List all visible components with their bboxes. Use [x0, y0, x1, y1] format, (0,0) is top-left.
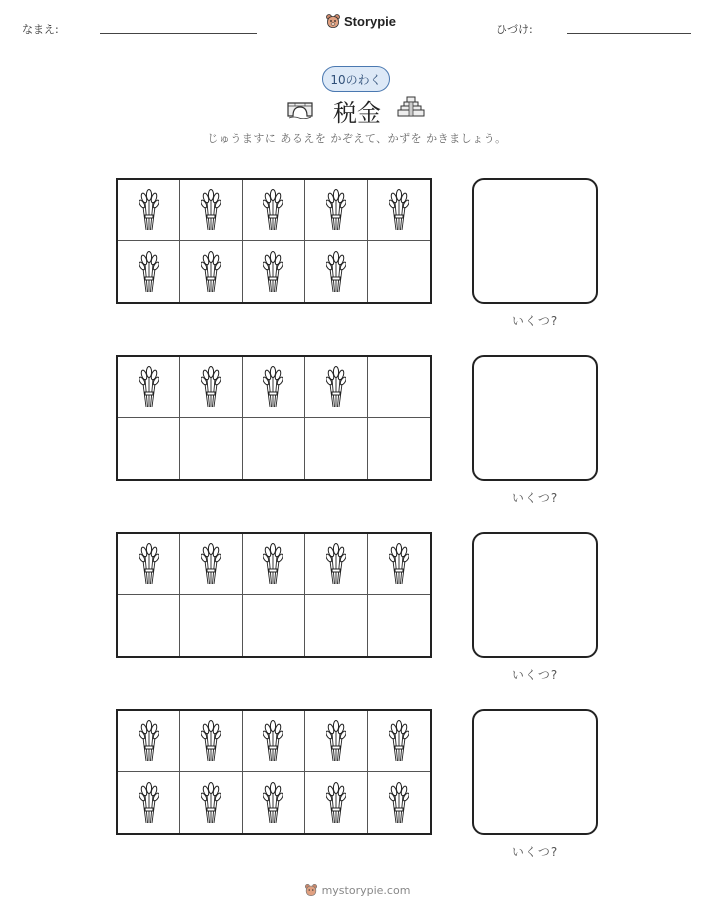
name-label: なまえ:: [22, 23, 59, 36]
ten-frame: [116, 355, 432, 481]
wheat-sheaf-icon: [201, 365, 221, 409]
wheat-sheaf-icon: [201, 250, 221, 294]
wheat-sheaf-icon: [263, 542, 283, 586]
name-field[interactable]: [100, 33, 257, 34]
ten-frame-cell: [305, 357, 367, 418]
ten-frame-cell: [368, 241, 430, 302]
ten-frame-cell: [180, 357, 242, 418]
wheat-sheaf-icon: [263, 188, 283, 232]
footer: [0, 883, 714, 897]
ten-frame-cell: [180, 772, 242, 833]
ten-frame-cell: [368, 357, 430, 418]
ten-frame-cell: [368, 772, 430, 833]
answer-box[interactable]: [472, 709, 598, 835]
ten-frame-cell: [180, 711, 242, 772]
ten-frame-cell: [180, 180, 242, 241]
ten-frame: [116, 178, 432, 304]
ten-frame-cell: [118, 711, 180, 772]
footer-url: mystorypie.com: [321, 883, 411, 897]
wheat-sheaf-icon: [326, 188, 346, 232]
wheat-sheaf-icon: [139, 365, 159, 409]
ten-frame-cell: [243, 534, 305, 595]
wheat-sheaf-icon: [139, 250, 159, 294]
date-field[interactable]: [567, 33, 691, 34]
brand-logo: [325, 13, 396, 29]
page-title: 税金: [333, 99, 381, 127]
ten-frame-cell: [180, 241, 242, 302]
date-label: ひづけ:: [496, 23, 533, 36]
ten-frame-cell: [180, 595, 242, 656]
ten-frame-cell: [118, 418, 180, 479]
ten-frame-cell: [305, 241, 367, 302]
ten-frame-cell: [305, 772, 367, 833]
ten-frame-cell: [243, 418, 305, 479]
wheat-sheaf-icon: [326, 250, 346, 294]
ten-frame-cell: [368, 180, 430, 241]
wheat-sheaf-icon: [263, 250, 283, 294]
bear-mascot-icon: [304, 883, 318, 897]
ten-frame-cell: [368, 418, 430, 479]
wheat-sheaf-icon: [139, 719, 159, 763]
ten-frame-cell: [243, 241, 305, 302]
ten-frame-cell: [118, 180, 180, 241]
ten-frame-cell: [305, 180, 367, 241]
answer-label: いくつ?: [511, 491, 559, 505]
answer-box[interactable]: [472, 178, 598, 304]
ten-frame-cell: [305, 711, 367, 772]
instructions-text: じゅうますに あるえを かぞえて、かずを かきましょう。: [207, 132, 507, 145]
ten-frame-cell: [243, 595, 305, 656]
wheat-sheaf-icon: [263, 781, 283, 825]
wheat-sheaf-icon: [389, 781, 409, 825]
ten-frame: [116, 532, 432, 658]
step-pyramid-icon: [396, 95, 426, 119]
answer-label: いくつ?: [511, 314, 559, 328]
ten-frame-cell: [118, 241, 180, 302]
wheat-sheaf-icon: [201, 781, 221, 825]
ten-frame-cell: [305, 418, 367, 479]
wheat-sheaf-icon: [201, 719, 221, 763]
wheat-sheaf-icon: [139, 542, 159, 586]
ten-frame-cell: [243, 357, 305, 418]
worksheet-type-badge: 10のわく: [322, 66, 390, 92]
wheat-sheaf-icon: [389, 188, 409, 232]
answer-label: いくつ?: [511, 845, 559, 859]
ten-frame-cell: [118, 772, 180, 833]
ten-frame-cell: [243, 711, 305, 772]
answer-box[interactable]: [472, 532, 598, 658]
ten-frame: [116, 709, 432, 835]
ten-frame-cell: [180, 418, 242, 479]
ten-frame-cell: [118, 357, 180, 418]
ten-frame-cell: [305, 595, 367, 656]
wheat-sheaf-icon: [263, 719, 283, 763]
ten-frame-cell: [368, 711, 430, 772]
ten-frame-cell: [305, 534, 367, 595]
wheat-sheaf-icon: [139, 781, 159, 825]
wheat-sheaf-icon: [263, 365, 283, 409]
wheat-sheaf-icon: [326, 719, 346, 763]
brand-name: Storypie: [344, 13, 397, 29]
wheat-sheaf-icon: [201, 188, 221, 232]
ten-frame-cell: [243, 180, 305, 241]
wheat-sheaf-icon: [326, 542, 346, 586]
wheat-sheaf-icon: [326, 365, 346, 409]
wheat-sheaf-icon: [201, 542, 221, 586]
answer-box[interactable]: [472, 355, 598, 481]
ten-frame-cell: [368, 595, 430, 656]
bear-mascot-icon: [325, 13, 341, 29]
ten-frame-cell: [118, 595, 180, 656]
wheat-sheaf-icon: [139, 188, 159, 232]
answer-label: いくつ?: [511, 668, 559, 682]
ten-frame-cell: [243, 772, 305, 833]
ten-frame-cell: [180, 534, 242, 595]
wheat-sheaf-icon: [389, 542, 409, 586]
wheat-sheaf-icon: [326, 781, 346, 825]
ten-frame-cell: [118, 534, 180, 595]
wheat-sheaf-icon: [389, 719, 409, 763]
ten-frame-cell: [368, 534, 430, 595]
